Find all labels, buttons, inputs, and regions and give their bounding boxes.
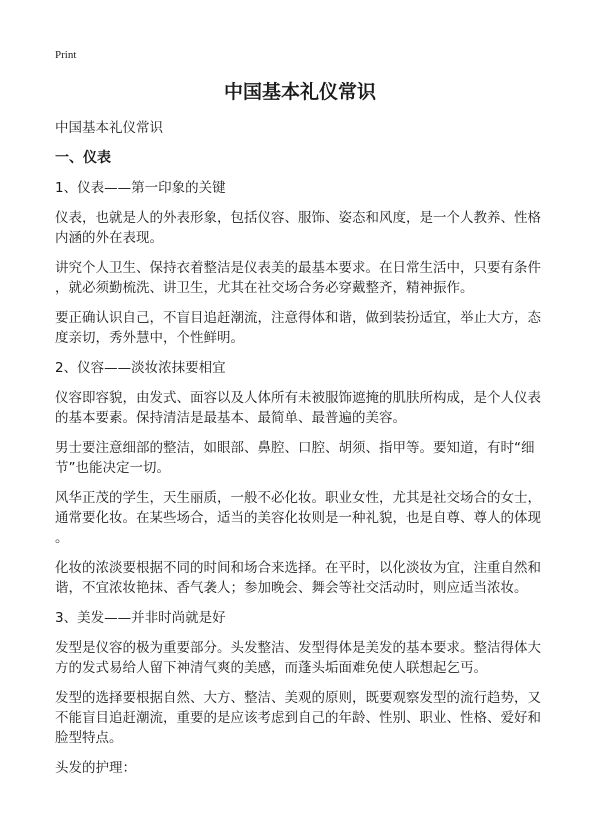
text-line: 化妆的浓淡要根据不同的时间和场合来选择。在平时，以化淡妆为宜，注重自然和 (55, 560, 541, 576)
text-line: 仪容即容貌，由发式、面容以及人体所有未被服饰遮掩的肌肤所构成，是个人仪表 (55, 390, 541, 406)
document-body (55, 78, 545, 778)
subsection-heading-grooming (55, 358, 545, 378)
text-line: 。 (55, 530, 69, 546)
paragraph (55, 388, 545, 428)
text-line: 2、仪容——淡妆浓抹要相宜 (55, 360, 226, 376)
text-line: 内涵的外在表现。 (55, 230, 163, 246)
paragraph (55, 558, 545, 598)
text-line: 的基本要素。保持清洁是最基本、最简单、最普遍的美容。 (55, 410, 406, 426)
text-line: 1、仪表——第一印象的关键 (55, 180, 226, 196)
text-line: 讲究个人卫生、保持衣着整洁是仪表美的最基本要求。在日常生活中，只要有条件 (55, 260, 541, 276)
paragraph (55, 758, 545, 778)
subsection-heading-appearance (55, 178, 545, 198)
text-line: 节”也能决定一切。 (55, 460, 170, 476)
paragraph (55, 638, 545, 678)
text-line: 要正确认识自己，不盲目追赶潮流，注意得体和谐，做到装扮适宜，举止大方，态 (55, 310, 541, 326)
paragraph (55, 438, 545, 478)
text-line: 通常要化妆。在某些场合，适当的美容化妆则是一种礼貌，也是自尊、尊人的体现 (55, 510, 541, 526)
text-line: 方的发式易给人留下神清气爽的美感，而蓬头垢面难免使人联想起乞丐。 (55, 660, 487, 676)
print-link[interactable]: Print (55, 49, 77, 61)
text-line: 谐，不宜浓妆艳抹、香气袭人；参加晚会、舞会等社交活动时，则应适当浓妆。 (55, 580, 528, 596)
text-line: 脸型特点。 (55, 730, 123, 746)
text-line: 发型是仪容的极为重要部分。头发整洁、发型得体是美发的基本要求。整洁得体大 (55, 640, 541, 656)
paragraph (55, 688, 545, 748)
paragraph (55, 258, 545, 298)
text-line: 仪表，也就是人的外表形象，包括仪容、服饰、姿态和风度，是一个人教养、性格 (55, 210, 541, 226)
text-line: 头发的护理： (55, 760, 136, 776)
text-line: 男士要注意细部的整洁，如眼部、鼻腔、口腔、胡须、指甲等。要知道，有时“细 (55, 440, 535, 456)
document-subtitle: 中国基本礼仪常识 (55, 120, 163, 136)
text-line: 发型的选择要根据自然、大方、整洁、美观的原则，既要观察发型的流行趋势，又 (55, 690, 541, 706)
paragraph (55, 308, 545, 348)
text-line: 风华正茂的学生，天生丽质，一般不必化妆。职业女性，尤其是社交场合的女士， (55, 490, 541, 506)
text-line: 3、美发——并非时尚就是好 (55, 610, 226, 626)
subsection-heading-hair (55, 608, 545, 628)
text-line: 不能盲目追赶潮流，重要的是应该考虑到自己的年龄、性别、职业、性格、爱好和 (55, 710, 541, 726)
paragraph (55, 208, 545, 248)
paragraph (55, 488, 545, 548)
text-line: 度亲切，秀外慧中，个性鲜明。 (55, 330, 244, 346)
page-title: 中国基本礼仪常识 (223, 81, 376, 103)
section-heading: 一、仪表 (55, 150, 111, 166)
text-line: ，就必须勤梳洗、讲卫生，尤其在社交场合务必穿戴整齐，精神振作。 (55, 280, 474, 296)
